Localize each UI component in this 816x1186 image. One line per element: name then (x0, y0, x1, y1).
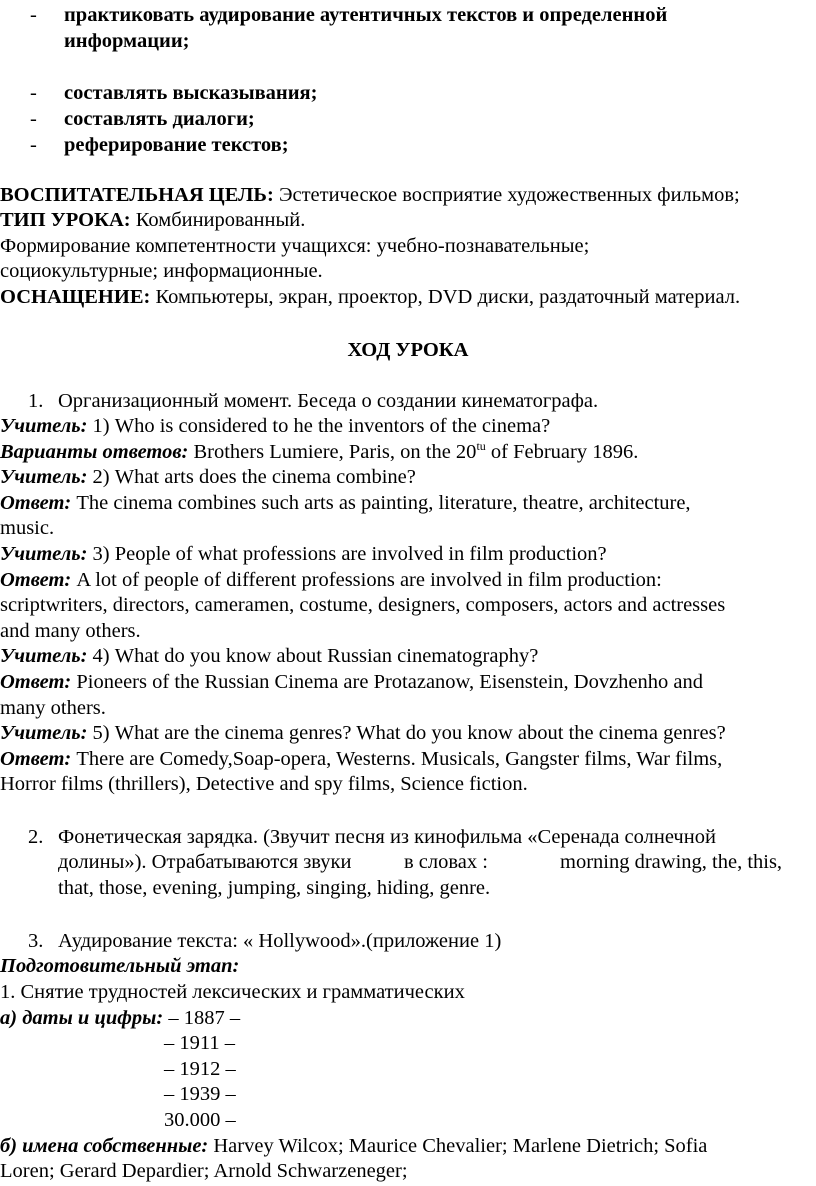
date-item: – 1887 – (168, 1007, 241, 1029)
equipment-label: ОСНАЩЕНИЕ: (0, 286, 151, 308)
section-text-continued: that, those, evening, jumping, singing, hiding, genre. (58, 877, 491, 899)
superscript: tu (476, 439, 486, 453)
date-item: – 1911 – (164, 1032, 235, 1054)
dialogue-answer (0, 669, 703, 695)
dialogue-answer (0, 746, 722, 772)
date-item: 30.000 – (164, 1109, 236, 1131)
competence-line: социокультурные; информационные. (0, 260, 323, 282)
utterance: The cinema combines such arts as painting, literature, theatre, architecture, (71, 492, 691, 514)
speaker-label: Учитель: (0, 722, 88, 744)
utterance: Pioneers of the Russian Cinema are Protazanow, Eisenstein, Dovzhenho and (71, 671, 704, 693)
date-item: – 1939 – (164, 1083, 236, 1105)
utterance: Brothers Lumiere, Paris, on the 20 (188, 441, 477, 463)
speaker-label: Учитель: (0, 466, 88, 488)
dialogue-answer-continued: many others. (0, 697, 106, 719)
dates-label: а) даты и цифры: (0, 1007, 164, 1029)
speaker-label: Учитель: (0, 543, 88, 565)
dialogue-teacher (0, 643, 538, 669)
dialogue-answer-continued: Horror films (thrillers), Detective and spy films, Science fiction. (0, 773, 528, 795)
section-number: 2. (28, 826, 44, 848)
section-text: Фонетическая зарядка. (Звучит песня из кинофильма «Серенада солнечной (58, 826, 716, 848)
bullet-text: составлять высказывания; (64, 82, 318, 104)
date-item: – 1912 – (164, 1058, 236, 1080)
dates-line (0, 1005, 240, 1031)
lesson-type-label: ТИП УРОКА: (0, 209, 131, 231)
goal-line (0, 182, 740, 208)
bullet-marker: - (30, 134, 37, 156)
dialogue-teacher (0, 464, 416, 490)
speaker-label: Ответ: (0, 569, 72, 591)
bullet-text: реферирование текстов; (64, 134, 289, 156)
dialogue-answer (0, 567, 662, 593)
utterance: 1) Who is considered to he the inventors of the cinema? (87, 415, 551, 437)
dialogue-answer-continued: music. (0, 517, 55, 539)
bullet-text: составлять диалоги; (64, 108, 255, 130)
bullet-text-continued: информации; (64, 30, 190, 52)
lesson-type-text: Комбинированный. (130, 209, 306, 231)
stage-heading: Подготовительный этап: (0, 955, 240, 977)
dialogue-teacher (0, 413, 550, 439)
utterance: 3) People of what professions are involved in film production? (87, 543, 607, 565)
speaker-label: Ответ: (0, 671, 72, 693)
speaker-label: Варианты ответов: (0, 441, 189, 463)
equipment-line (0, 284, 740, 310)
section-title: Организационный момент. Беседа о создании кинематографа. (58, 390, 599, 412)
text-fragment: в словах : (404, 851, 488, 873)
speaker-label: Учитель: (0, 415, 88, 437)
names-line (0, 1133, 707, 1159)
section-text-continued (58, 849, 783, 875)
dialogue-answer (0, 490, 691, 516)
section-heading: ХОД УРОКА (347, 339, 469, 361)
utterance: A lot of people of different professions are involved in film production: (71, 569, 662, 591)
goal-text: Эстетическое восприятие художественных фильмов; (273, 184, 740, 206)
dialogue-answer-continued: scriptwriters, directors, cameramen, costume, designers, composers, actors and actresses (0, 594, 726, 616)
speaker-label: Ответ: (0, 492, 72, 514)
section-number: 1. (28, 390, 44, 412)
names-label: б) имена собственные: (0, 1135, 209, 1157)
names-text: Harvey Wilcox; Maurice Chevalier; Marlene Dietrich; Sofia (208, 1135, 708, 1157)
bullet-text: практиковать аудирование аутентичных текстов и определенной (64, 4, 668, 26)
dialogue-answer (0, 439, 638, 465)
utterance: 5) What are the cinema genres? What do you know about the cinema genres? (87, 722, 726, 744)
bullet-marker: - (30, 4, 37, 26)
utterance: There are Comedy,Soap-opera, Westerns. Musicals, Gangster films, War films, (71, 748, 723, 770)
utterance: 4) What do you know about Russian cinematography? (87, 645, 539, 667)
equipment-text: Компьютеры, экран, проектор, DVD диски, раздаточный материал. (150, 286, 741, 308)
dialogue-teacher (0, 541, 607, 567)
competence-line: Формирование компетентности учащихся: учебно-познавательные; (0, 235, 590, 257)
utterance-end: of February 1896. (485, 441, 639, 463)
lesson-type-line (0, 207, 305, 233)
bullet-marker: - (30, 108, 37, 130)
section-number: 3. (28, 930, 44, 952)
speaker-label: Ответ: (0, 748, 72, 770)
speaker-label: Учитель: (0, 645, 88, 667)
dialogue-teacher (0, 720, 726, 746)
goal-label: ВОСПИТАТЕЛЬНАЯ ЦЕЛЬ: (0, 184, 274, 206)
utterance: 2) What arts does the cinema combine? (87, 466, 416, 488)
step-line: 1. Снятие трудностей лексических и грамматических (0, 981, 465, 1003)
section-title: Аудирование текста: « Hollywood».(приложение 1) (58, 930, 502, 952)
names-continued: Loren; Gerard Depardier; Arnold Schwarzeneger; (0, 1160, 408, 1182)
text-fragment: morning drawing, the, this, (560, 851, 783, 873)
bullet-marker: - (30, 82, 37, 104)
dialogue-answer-continued: and many others. (0, 620, 141, 642)
text-fragment: долины»). Отрабатываются звуки (58, 851, 352, 873)
